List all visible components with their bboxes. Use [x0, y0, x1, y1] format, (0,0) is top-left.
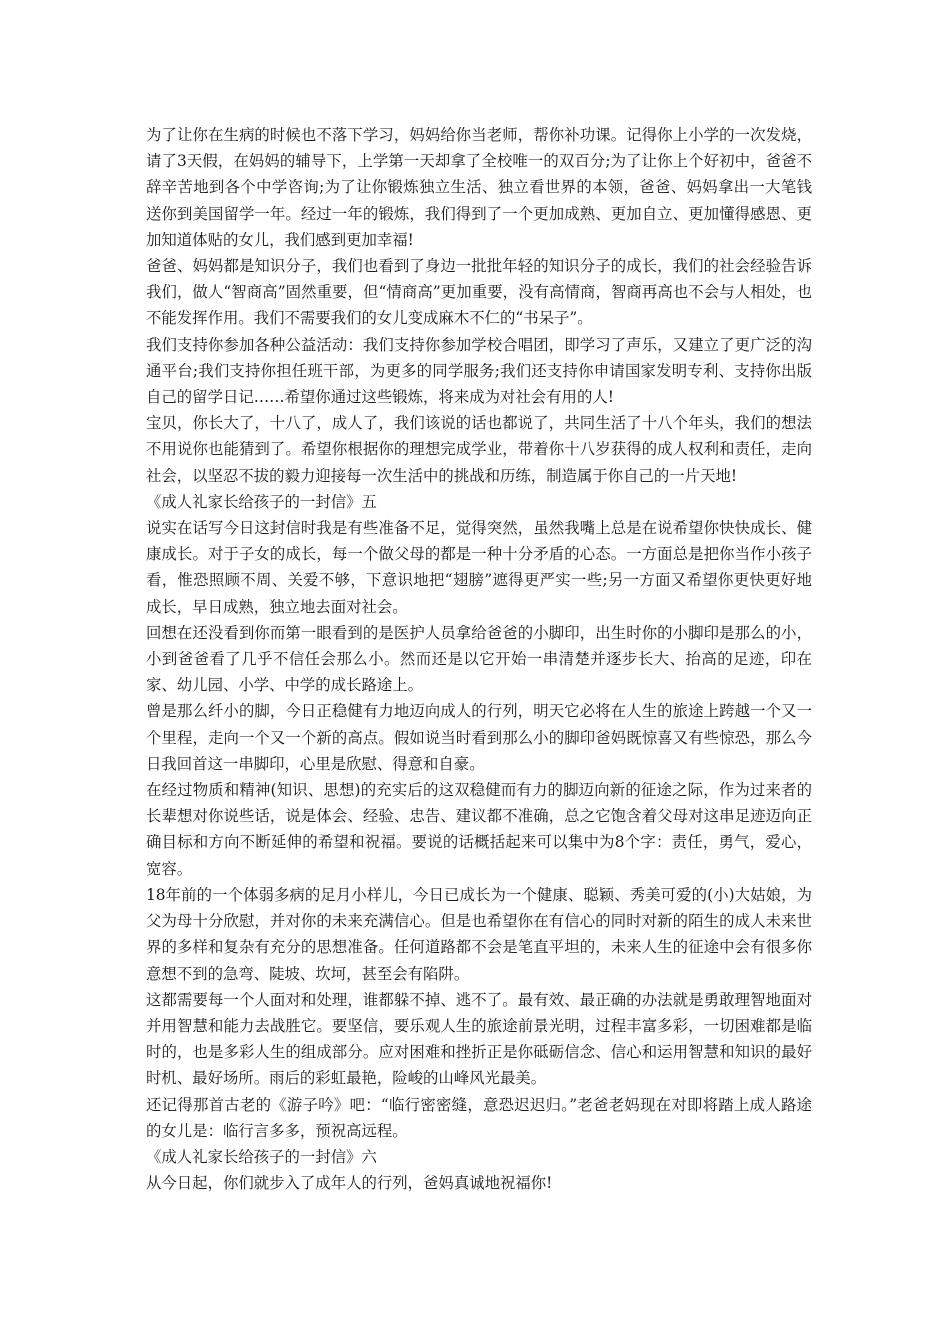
paragraph: 宝贝，你长大了，十八了，成人了，我们该说的话也都说了，共同生活了十八个年头，我们的想法不用说你也能猜到了。希望你根据你的理想完成学业，带着你十八岁获得的成人权利和责任，走向社会，以坚忍不拔的毅力迎接每一次生活中的挑战和历练，制造属于你自己的一片天地! [146, 414, 812, 485]
paragraph: 为了让你在生病的时候也不落下学习，妈妈给你当老师，帮你补功课。记得你上小学的一次发烧，请了3天假，在妈妈的辅导下，上学第一天却拿了全校唯一的双百分;为了让你上个好初中，爸爸不辞辛苦地到各个中学咨询;为了让你锻炼独立生活、独立看世界的本领，爸爸、妈妈拿出一大笔钱送你到美国留学一年。经过一年的锻炼，我们得到了一个更加成熟、更加自立、更加懂得感恩、更加知道体贴的女儿，我们感到更加幸福! [146, 126, 812, 249]
paragraph: 从今日起，你们就步入了成年人的行列，爸妈真诚地祝福你! [146, 1174, 553, 1193]
paragraph: 在经过物质和精神(知识、思想)的充实后的这双稳健而有力的脚迈向新的征途之际，作为过来者的长辈想对你说些话，说是体会、经验、忠告、建议都不准确，总之它饱含着父母对这串足迹迈向正确目标和方向不断延伸的希望和祝福。要说的话概括起来可以集中为8个字：责任，勇气，爱心，宽容。 [146, 781, 812, 878]
document-page [146, 122, 812, 1196]
paragraph: 18年前的一个体弱多病的足月小样儿，今日已成长为一个健康、聪颖、秀美可爱的(小)大姑娘，为父为母十分欣慰，并对你的未来充满信心。但是也希望你在有信心的同时对新的陌生的成人未来世界的多样和复杂有充分的思想准备。任何道路都不会是笔直平坦的，未来人生的征途中会有很多你意想不到的急弯、陡坡、坎坷，甚至会有陷阱。 [146, 885, 812, 983]
paragraph: 爸爸、妈妈都是知识分子，我们也看到了身边一批批年轻的知识分子的成长，我们的社会经验告诉我们，做人“智商高”固然重要，但“情商高”更加重要，没有高情商，智商再高也不会与人相处，也不能发挥作用。我们不需要我们的女儿变成麻木不仁的“书呆子”。 [146, 257, 812, 328]
paragraph: 曾是那么纤小的脚，今日正稳健有力地迈向成人的行列，明天它必将在人生的旅途上跨越一个又一个里程，走向一个又一个新的高点。假如说当时看到那么小的脚印爸妈既惊喜又有些惊恐，那么今日我回首这一串脚印，心里是欣慰、得意和自豪。 [146, 702, 812, 773]
paragraph: 我们支持你参加各种公益活动：我们支持你参加学校合唱团，即学习了声乐，又建立了更广泛的沟通平台;我们支持你担任班干部，为更多的同学服务;我们还支持你申请国家发明专利、支持你出版自己的留学日记……希望你通过这些锻炼，将来成为对社会有用的人! [146, 335, 812, 407]
paragraph: 还记得那首古老的《游子吟》吧：“临行密密缝，意恐迟迟归。”老爸老妈现在对即将踏上成人路途的女儿是：临行言多多，预祝高远程。 [146, 1095, 812, 1140]
paragraph: 说实在话写今日这封信时我是有些准备不足，觉得突然，虽然我嘴上总是在说希望你快快成长、健康成长。对于子女的成长，每一个做父母的都是一种十分矛盾的心态。一方面总是把你当作小孩子看，惟恐照顾不周、关爱不够，下意识地把“翅膀”遮得更严实一些;另一方面又希望你更快更好地成长，早日成熟，独立地去面对社会。 [146, 519, 812, 616]
paragraph: 这都需要每一个人面对和处理，谁都躲不掉、逃不了。最有效、最正确的办法就是勇敢理智地面对并用智慧和能力去战胜它。要坚信，要乐观人生的旅途前景光明，过程丰富多彩，一切困难都是临时的，也是多彩人生的组成部分。应对困难和挫折正是你砥砺信念、信心和运用智慧和知识的最好时机、最好场所。雨后的彩虹最艳，险峻的山峰风光最美。 [146, 990, 812, 1088]
section-heading: 《成人礼家长给孩子的一封信》六 [146, 1147, 377, 1166]
section-heading: 《成人礼家长给孩子的一封信》五 [146, 492, 377, 511]
paragraph: 回想在还没看到你而第一眼看到的是医护人员拿给爸爸的小脚印，出生时你的小脚印是那么的小，小到爸爸看了几乎不信任会那么小。然而还是以它开始一串清楚并逐步长大、抬高的足迹，印在家、幼儿园、小学、中学的成长路途上。 [146, 623, 812, 695]
